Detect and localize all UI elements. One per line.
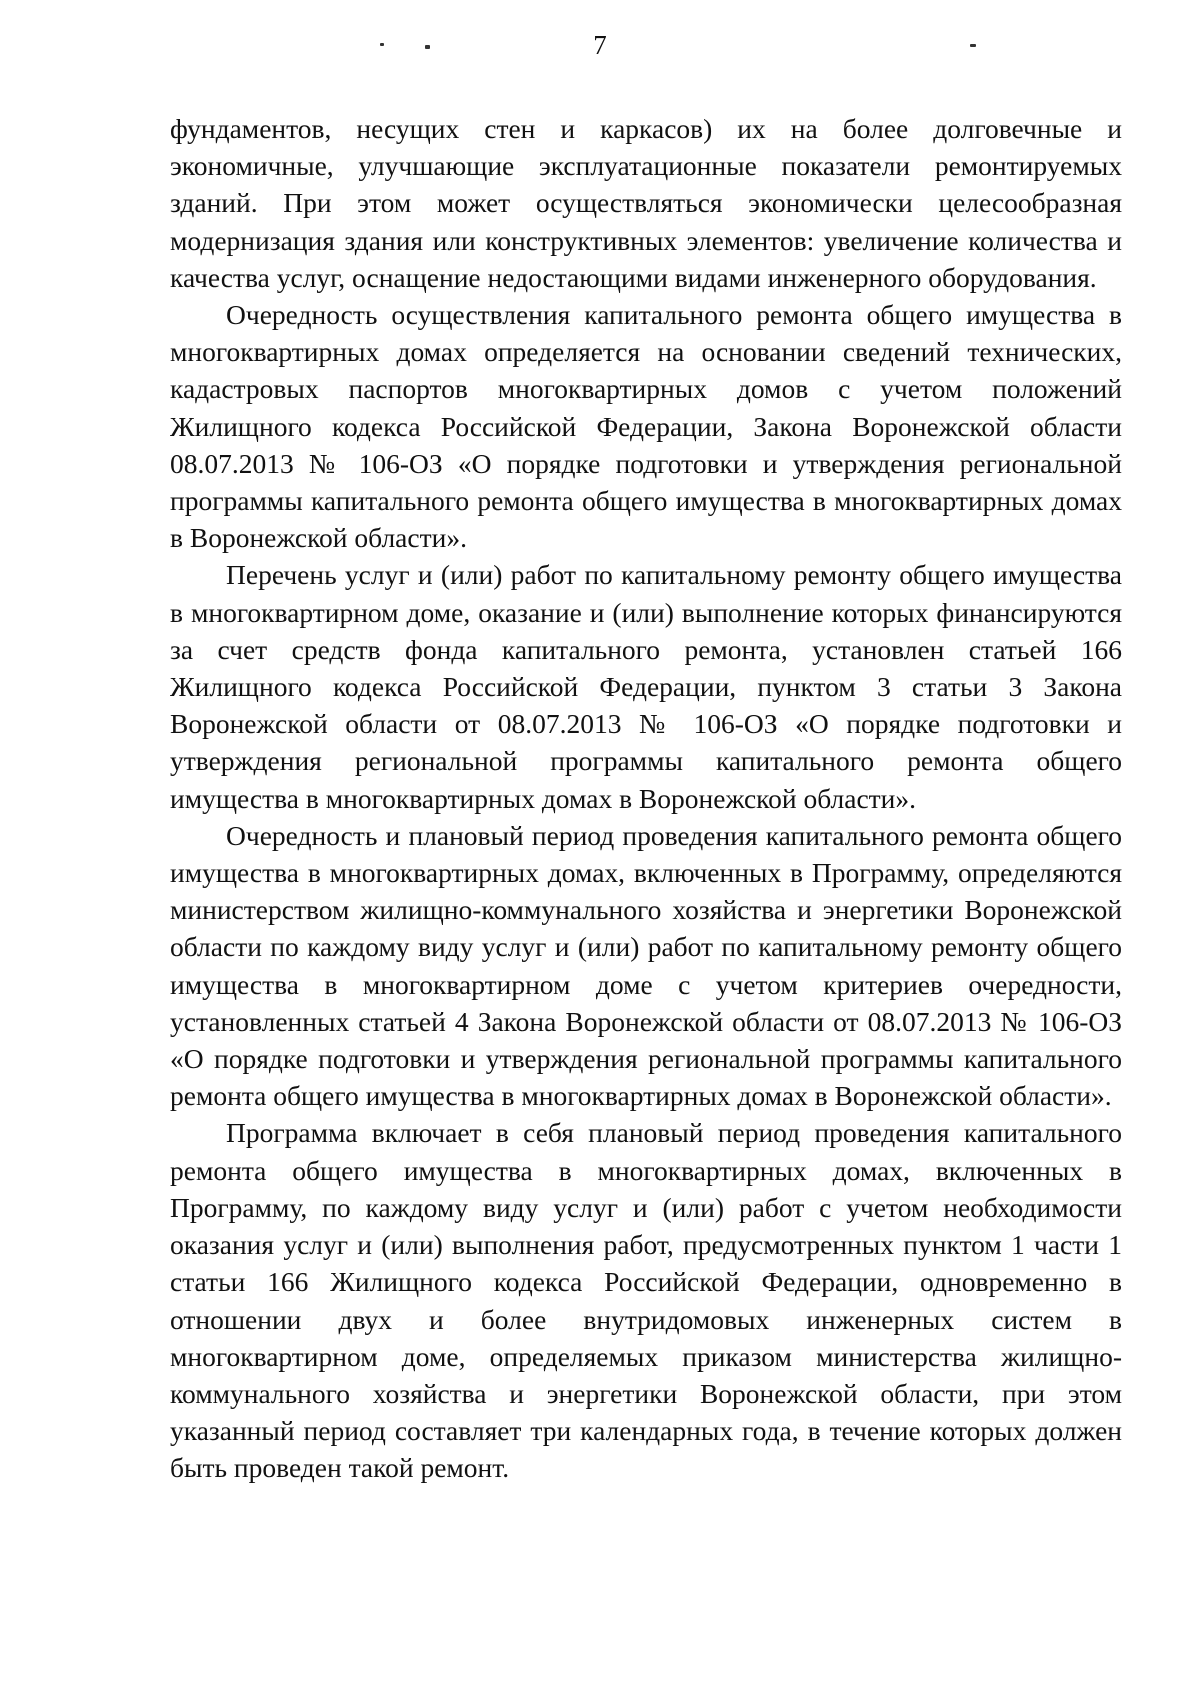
paragraph: фундаментов, несущих стен и каркасов) их на более долговечные и экономичные, улучшающие эксплуатационные показатели ремонтируемых зданий. При этом может осуществляться экономически целесообразная модернизация здания или конструктивных элементов: увеличение количества и качества услуг, оснащение недостающими видами инженерного оборудования. [170,113,1122,293]
paragraph: Очередность осуществления капитального ремонта общего имущества в многоквартирных домах определяется на основании сведений технических, кадастровых паспортов многоквартирных домов с учетом положений Жилищного кодекса Российской Федерации, Закона Воронежской области 08.07.2013 № 106-ОЗ «О порядке подготовки и утверждения региональной программы капитального ремонта общего имущества в многоквартирных домах в Воронежской области». [170,299,1122,554]
paragraph: Программа включает в себя плановый период проведения капитального ремонта общего имущества в многоквартирных домах, включенных в Программу, по каждому виду услуг и (или) работ с учетом необходимости оказания услуг и (или) выполнения работ, предусмотренных пунктом 1 части 1 статьи 166 Жилищного кодекса Российской Федерации, одновременно в отношении двух и более внутридомовых инженерных систем в многоквартирном доме, определяемых приказом министерства жилищно-коммунального хозяйства и энергетики Воронежской области, при этом указанный период составляет три календарных года, в течение которых должен быть проведен такой ремонт. [170,1117,1122,1484]
page-number: 7 [593,30,607,60]
document-body [170,110,1122,1487]
paragraph: Перечень услуг и (или) работ по капитальному ремонту общего имущества в многоквартирном доме, оказание и (или) выполнение которых финансируются за счет средств фонда капитального ремонта, установлен статьей 166 Жилищного кодекса Российской Федерации, пунктом 3 статьи 3 Закона Воронежской области от 08.07.2013 № 106-ОЗ «О порядке подготовки и утверждения региональной программы капитального ремонта общего имущества в многоквартирных домах в Воронежской области». [170,559,1122,814]
paragraph: Очередность и плановый период проведения капитального ремонта общего имущества в многоквартирных домах, включенных в Программу, определяются министерством жилищно-коммунального хозяйства и энергетики Воронежской области по каждому виду услуг и (или) работ по капитальному ремонту общего имущества в многоквартирном доме с учетом критериев очередности, установленных статьей 4 Закона Воронежской области от 08.07.2013 № 106-ОЗ «О порядке подготовки и утверждения региональной программы капитального ремонта общего имущества в многоквартирных домах в Воронежской области». [170,819,1122,1112]
